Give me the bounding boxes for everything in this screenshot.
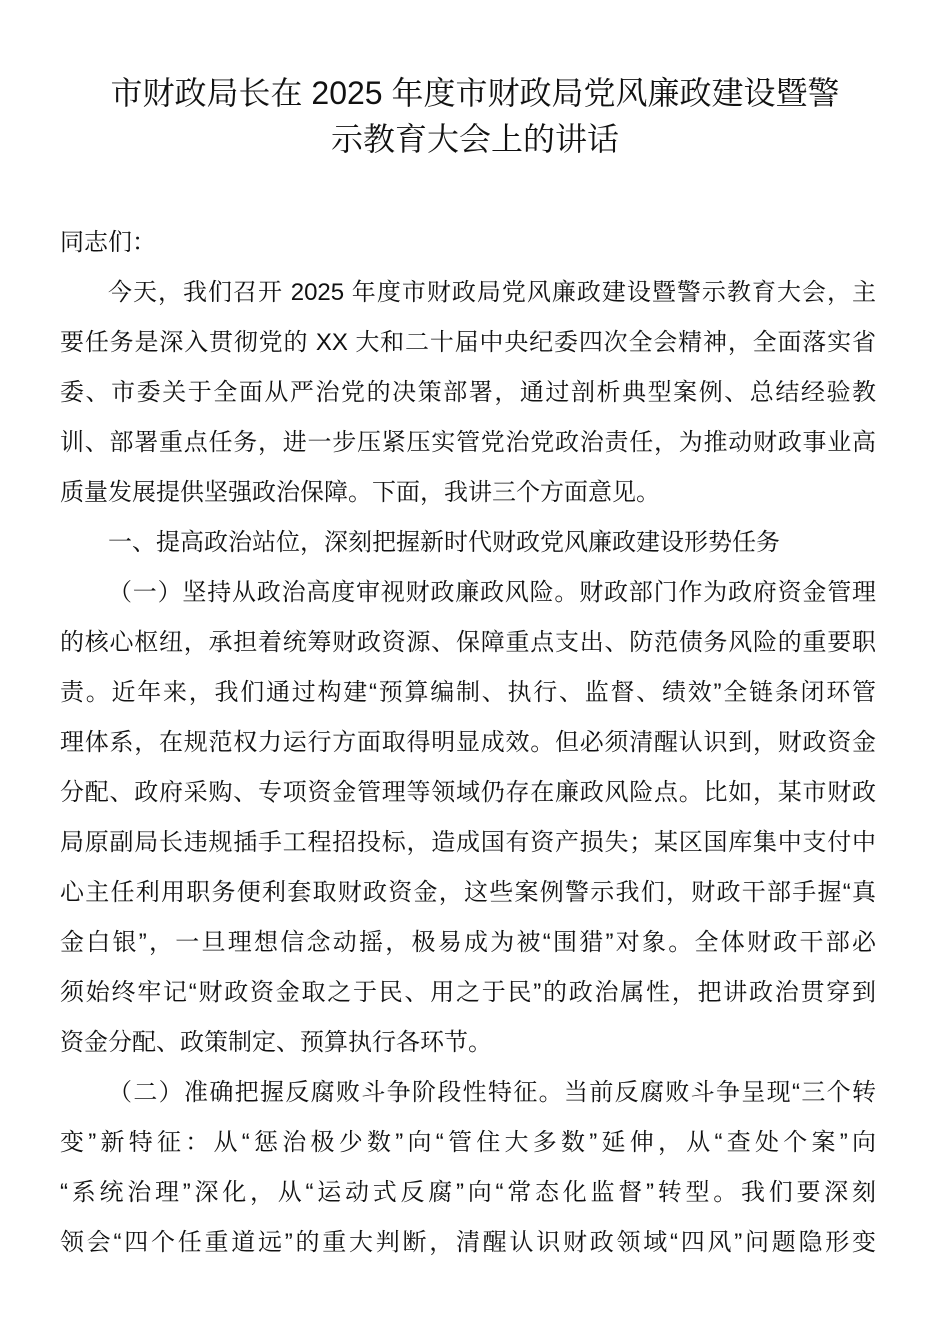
text-line: “系统治理”深化，从“运动式反腐”向“常态化监督”转型。我们要深刻 [60,1179,876,1206]
paragraph [60,518,876,568]
text-line: 委、市委关于全面从严治党的决策部署，通过剖析典型案例、总结经验教 [60,379,876,406]
document-title [40,70,910,162]
text-line: 一、提高政治站位，深刻把握新时代财政党风廉政建设形势任务 [108,529,780,556]
paragraph [60,268,876,518]
text-line: 理体系，在规范权力运行方面取得明显成效。但必须清醒认识到，财政资金 [60,729,876,756]
text-line: 训、部署重点任务，进一步压紧压实管党治党政治责任，为推动财政事业高 [60,429,876,456]
text-line: 同志们： [60,229,156,256]
title-line: 市财政局长在 2025 年度市财政局党风廉政建设暨警 [110,75,840,111]
paragraph [60,1068,876,1268]
text-line: 要任务是深入贯彻党的 XX 大和二十届中央纪委四次全会精神，全面落实省 [60,329,876,356]
document-body [60,218,876,1268]
text-line: 分配、政府采购、专项资金管理等领域仍存在廉政风险点。比如，某市财政 [60,779,876,806]
text-line: 心主任利用职务便利套取财政资金，这些案例警示我们，财政干部手握“真 [60,879,876,906]
paragraph [60,218,876,268]
title-line: 示教育大会上的讲话 [330,121,619,157]
text-line: 局原副局长违规插手工程招投标，造成国有资产损失；某区国库集中支付中 [60,829,876,856]
text-line: 金白银”，一旦理想信念动摇，极易成为被“围猎”对象。全体财政干部必 [60,929,876,956]
text-line: （一）坚持从政治高度审视财政廉政风险。财政部门作为政府资金管理 [108,579,876,606]
text-line: 质量发展提供坚强政治保障。下面，我讲三个方面意见。 [60,479,660,506]
text-line: （二）准确把握反腐败斗争阶段性特征。当前反腐败斗争呈现“三个转 [108,1079,876,1106]
text-line: 领会“四个任重道远”的重大判断，清醒认识财政领域“四风”问题隐形变 [60,1229,876,1256]
text-line: 今天，我们召开 2025 年度市财政局党风廉政建设暨警示教育大会，主 [108,279,876,306]
text-line: 的核心枢纽，承担着统筹财政资源、保障重点支出、防范债务风险的重要职 [60,629,876,656]
text-line: 变”新特征：从“惩治极少数”向“管住大多数”延伸，从“查处个案”向 [60,1129,876,1156]
paragraph [60,568,876,1068]
text-line: 责。近年来，我们通过构建“预算编制、执行、监督、绩效”全链条闭环管 [60,679,876,706]
text-line: 资金分配、政策制定、预算执行各环节。 [60,1029,492,1056]
text-line: 须始终牢记“财政资金取之于民、用之于民”的政治属性，把讲政治贯穿到 [60,979,876,1006]
